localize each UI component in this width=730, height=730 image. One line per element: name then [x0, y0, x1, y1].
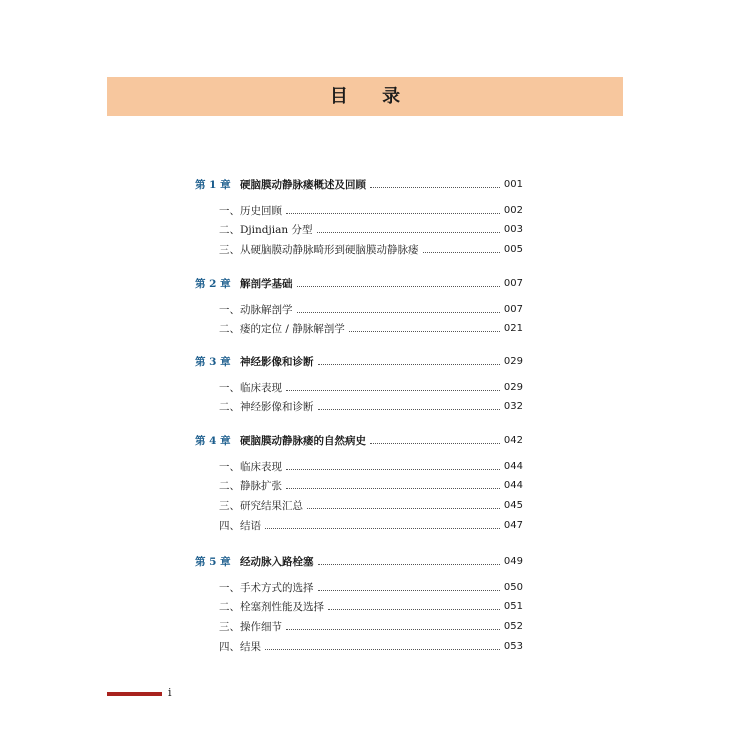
section-title: 一、临床表现 [219, 381, 282, 394]
dot-leader [307, 508, 500, 509]
chapter-title: 硬脑膜动静脉瘘概述及回顾 [240, 178, 366, 191]
toc-chapter-row[interactable] [195, 553, 523, 569]
section-title: 二、瘘的定位 / 静脉解剖学 [219, 323, 345, 336]
chapter-title: 解剖学基础 [240, 277, 293, 290]
section-page-number: 005 [503, 243, 523, 255]
footer-page-number: i [168, 686, 172, 699]
toc-chapter-row[interactable] [195, 176, 523, 192]
section-page-number: 053 [503, 640, 523, 652]
toc-chapter-row[interactable] [195, 432, 523, 448]
section-title: 一、历史回顾 [219, 204, 282, 217]
dot-leader [370, 443, 500, 444]
chapter-number: 第 2 章 [195, 277, 231, 290]
chapter-number: 第 4 章 [195, 434, 231, 447]
chapter-page-number: 042 [503, 434, 523, 446]
dot-leader [286, 390, 500, 391]
chapter-page-number: 007 [503, 277, 523, 289]
toc-section-row[interactable] [219, 579, 523, 595]
dot-leader [286, 213, 500, 214]
section-page-number: 044 [503, 460, 523, 472]
chapter-page-number: 049 [503, 555, 523, 567]
section-title: 二、静脉扩张 [219, 480, 282, 493]
dot-leader [328, 609, 500, 610]
section-title: 三、从硬脑膜动静脉畸形到硬脑膜动静脉瘘 [219, 243, 419, 256]
chapter-title: 神经影像和诊断 [240, 355, 314, 368]
dot-leader [317, 232, 500, 233]
dot-leader [370, 187, 500, 188]
toc-section-row[interactable] [219, 301, 523, 317]
section-page-number: 045 [503, 499, 523, 511]
dot-leader [286, 469, 500, 470]
section-page-number: 007 [503, 303, 523, 315]
toc-section-row[interactable] [219, 497, 523, 513]
section-title: 四、结果 [219, 640, 261, 653]
chapter-number: 第 1 章 [195, 178, 231, 191]
dot-leader [318, 590, 500, 591]
chapter-title: 经动脉入路栓塞 [240, 555, 314, 568]
section-title: 二、栓塞剂性能及选择 [219, 601, 324, 614]
chapter-page-number: 029 [503, 355, 523, 367]
section-page-number: 050 [503, 581, 523, 593]
dot-leader [318, 364, 500, 365]
toc-chapter-row[interactable] [195, 353, 523, 369]
section-page-number: 003 [503, 224, 523, 236]
toc-section-row[interactable] [219, 599, 523, 615]
dot-leader [349, 331, 500, 332]
section-page-number: 044 [503, 480, 523, 492]
section-title: 一、动脉解剖学 [219, 303, 293, 316]
toc-section-row[interactable] [219, 399, 523, 415]
toc-section-row[interactable] [219, 517, 523, 533]
chapter-page-number: 001 [503, 178, 523, 190]
section-page-number: 052 [503, 620, 523, 632]
toc-section-row[interactable] [219, 241, 523, 257]
toc-section-row[interactable] [219, 478, 523, 494]
dot-leader [286, 629, 500, 630]
dot-leader [297, 312, 500, 313]
section-title: 一、临床表现 [219, 460, 282, 473]
section-page-number: 051 [503, 601, 523, 613]
section-page-number: 047 [503, 519, 523, 531]
chapter-number: 第 5 章 [195, 555, 231, 568]
toc-section-row[interactable] [219, 222, 523, 238]
section-title: 二、Djindjian 分型 [219, 224, 313, 237]
section-title: 四、结语 [219, 519, 261, 532]
toc-section-row[interactable] [219, 458, 523, 474]
section-title: 二、神经影像和诊断 [219, 401, 314, 414]
section-page-number: 032 [503, 401, 523, 413]
dot-leader [265, 528, 500, 529]
dot-leader [286, 488, 500, 489]
dot-leader [318, 409, 500, 410]
section-page-number: 021 [503, 323, 523, 335]
chapter-number: 第 3 章 [195, 355, 231, 368]
toc-section-row[interactable] [219, 618, 523, 634]
dot-leader [423, 252, 500, 253]
section-title: 一、手术方式的选择 [219, 581, 314, 594]
chapter-title: 硬脑膜动静脉瘘的自然病史 [240, 434, 366, 447]
dot-leader [297, 286, 500, 287]
toc-section-row[interactable] [219, 321, 523, 337]
dot-leader [265, 649, 500, 650]
footer-accent-bar [107, 692, 162, 696]
section-title: 三、研究结果汇总 [219, 499, 303, 512]
toc-chapter-row[interactable] [195, 275, 523, 291]
section-page-number: 029 [503, 381, 523, 393]
toc-section-row[interactable] [219, 202, 523, 218]
toc-section-row[interactable] [219, 379, 523, 395]
dot-leader [318, 564, 500, 565]
section-page-number: 002 [503, 204, 523, 216]
toc-section-row[interactable] [219, 638, 523, 654]
page-title: 目 录 [329, 86, 415, 107]
section-title: 三、操作细节 [219, 620, 282, 633]
